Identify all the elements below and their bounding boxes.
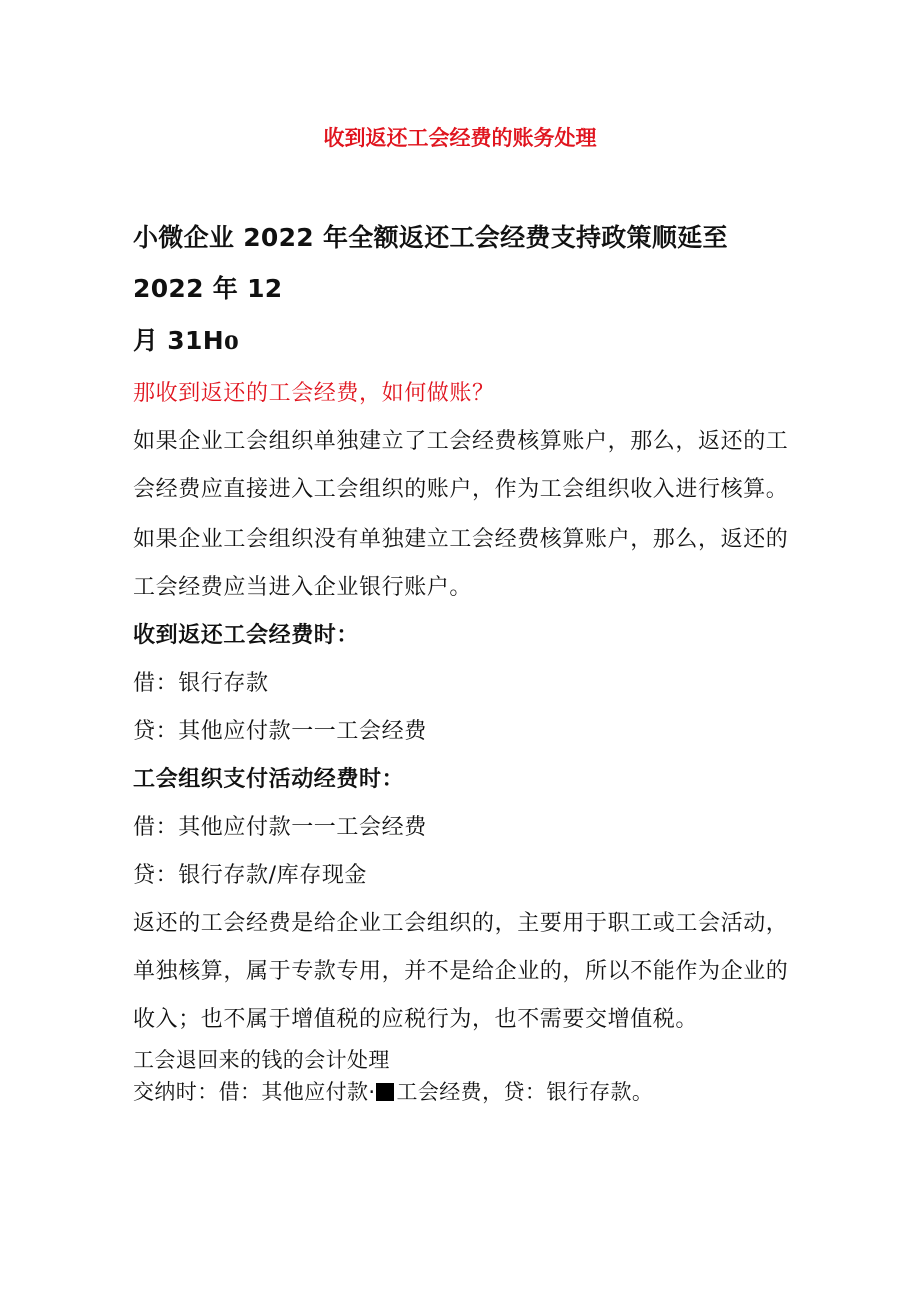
footer-line-2 xyxy=(133,1076,793,1108)
question-line: 那收到返还的工会经费，如何做账？ xyxy=(133,381,495,406)
lead-paragraph xyxy=(133,212,793,366)
footer-line-2-prefix: 交纳时：借：其他应付款· xyxy=(133,1080,376,1104)
paragraph-3: 返还的工会经费是给企业工会组织的，主要用于职工或工会活动，单独核算，属于专款专用，并不是给企业的，所以不能作为企业的收入；也不属于增值税的应税行为，也不需要交增值税。 xyxy=(133,911,789,1032)
section-2-heading: 工会组织支付活动经费时： xyxy=(133,767,405,792)
lead-line-2-suffix: o xyxy=(223,323,240,356)
document-title: 收到返还工会经费的账务处理 xyxy=(323,126,597,150)
section-2-credit: 贷：银行存款/库存现金 xyxy=(133,863,368,888)
paragraph-1: 如果企业工会组织单独建立了工会经费核算账户，那么，返还的工会经费应直接进入工会组织的账户，作为工会组织收入进行核算。 xyxy=(133,429,789,502)
section-2-debit: 借：其他应付款一一工会经费 xyxy=(133,815,427,840)
section-1-heading: 收到返还工会经费时： xyxy=(133,623,360,648)
footer-line-1: 工会退回来的钱的会计处理 xyxy=(133,1048,390,1072)
document-body xyxy=(133,212,793,1108)
lead-line-2-prefix: 月 31H xyxy=(133,326,224,355)
section-1-debit: 借：银行存款 xyxy=(133,671,269,696)
black-square-icon xyxy=(376,1083,394,1101)
paragraph-2: 如果企业工会组织没有单独建立工会经费核算账户，那么，返还的工会经费应当进入企业银行账户。 xyxy=(133,527,789,600)
lead-line-1: 小微企业 2022 年全额返还工会经费支持政策顺延至 2022 年 12 xyxy=(133,223,728,303)
footer-line-2-suffix: 工会经费，贷：银行存款。 xyxy=(396,1080,654,1104)
section-1-credit: 贷：其他应付款一一工会经费 xyxy=(133,719,427,744)
